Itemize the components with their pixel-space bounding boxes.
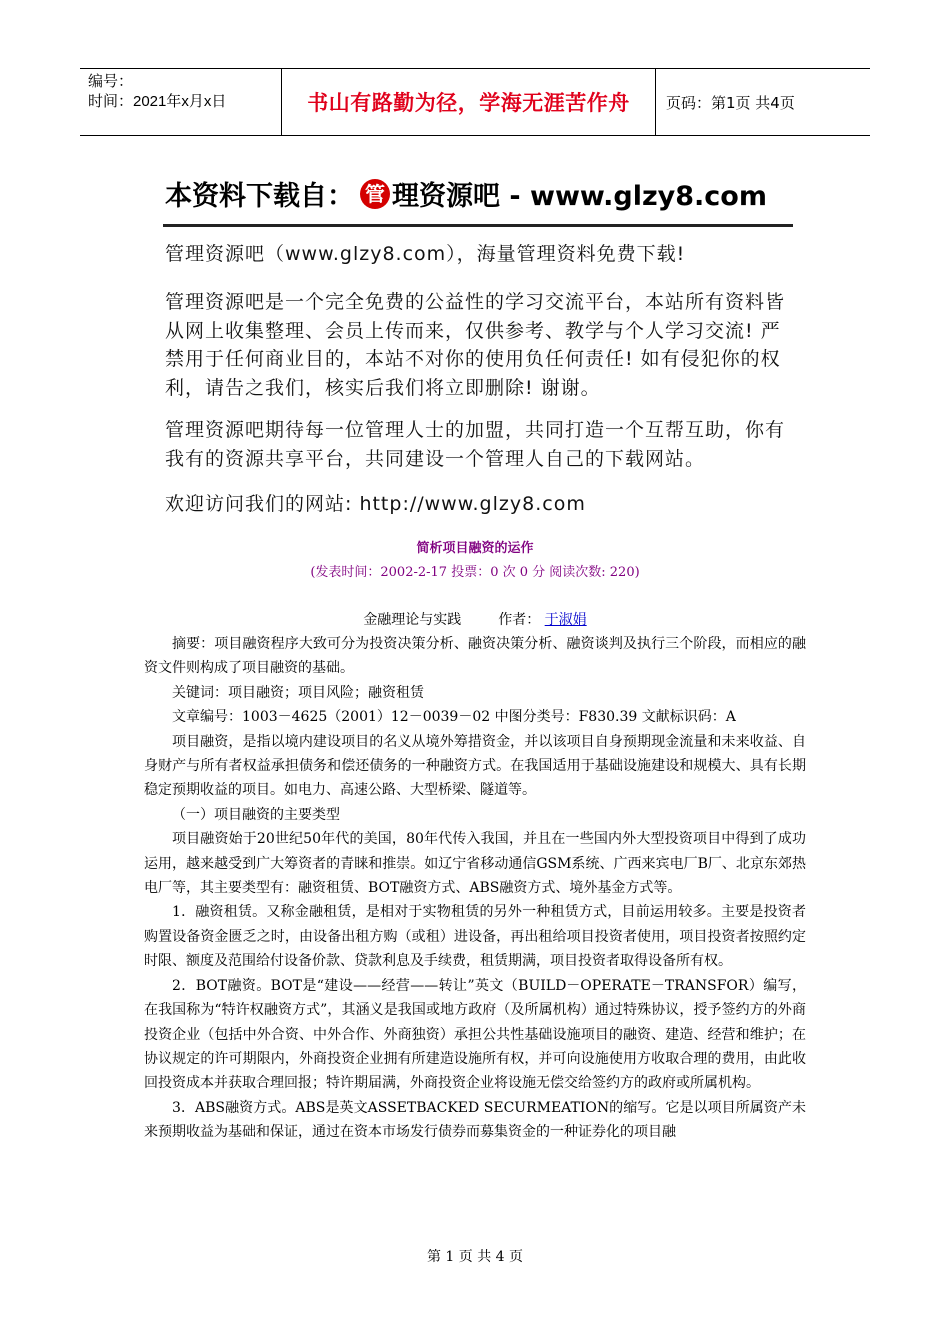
banner-title bbox=[165, 174, 767, 213]
body-paragraph: 项目融资，是指以境内建设项目的名义从境外筹措资金，并以该项目自身预期现金流量和未来收益、自身财产与所有者权益承担债务和偿还债务的一种融资方式。在我国适用于基础设施建设和规模大、具有长期稳定预期收益的项目。如电力、高速公路、大型桥梁、隧道等。 bbox=[144, 733, 806, 799]
abstract-paragraph: 摘要：项目融资程序大致可分为投资决策分析、融资决策分析、融资谈判及执行三个阶段，而相应的融资文件则构成了项目融资的基础。 bbox=[144, 636, 806, 677]
time-label: 时间：2021年x月x日 bbox=[88, 93, 227, 110]
body-paragraph: 1．融资租赁。又称金融租赁，是相对于实物租赁的另外一种租赁方式，目前运用较多。主要是投资者购置设备资金匮乏之时，由设备出租方购（或租）进设备，再出租给项目投资者使用，项目投资者按照约定时限、额度及范围给付设备价款、贷款利息及手续费，租赁期满，项目投资者取得设备所有权。 bbox=[144, 904, 806, 970]
article-source-line bbox=[0, 609, 950, 629]
body-paragraph: 2．BOT融资。BOT是“建设——经营——转让”英文（BUILD－OPERATE－TRANSFOR）编写，在我国称为“特许权融资方式”，其涵义是我国或地方政府（及所属机构）通过特殊协议，授予签约方的外商投资企业（包括中外合资、中外合作、外商独资）承担公共性基础设施项目的融资、建造、经营和维护；在协议规定的许可期限内，外商投资企业拥有所建造设施所有权，并可向设施使用方收取合理的费用，由此收回投资成本并获取合理回报；特许期届满，外商投资企业将设施无偿交给签约方的政府或所属机构。 bbox=[144, 977, 806, 1092]
article-body bbox=[144, 632, 806, 1145]
header-motto: 书山有路勤为径，学海无涯苦作舟 bbox=[282, 69, 656, 135]
body-paragraph: 项目融资始于20世纪50年代的美国，80年代传入我国，并且在一些国内外大型投资项目中得到了成功运用，越来越受到广大筹资者的青睐和推崇。如辽宁省移动通信GSM系统、广西来宾电厂B厂、北京东郊热电厂等，其主要类型有：融资租赁、BOT融资方式、ABS融资方式、境外基金方式等。 bbox=[144, 831, 806, 897]
logo-icon: 管 bbox=[360, 179, 390, 209]
document-header bbox=[80, 68, 870, 136]
banner-paragraph-3: 管理资源吧期待每一位管理人士的加盟，共同打造一个互帮互助，你有我有的资源共享平台，共同建设一个管理人自己的下载网站。 bbox=[165, 419, 786, 470]
header-page-info: 页码：第1页 共4页 bbox=[666, 93, 795, 112]
section-heading: （一）项目融资的主要类型 bbox=[172, 806, 340, 823]
article-title: 简析项目融资的运作 bbox=[416, 541, 534, 556]
banner-title-suffix: 理资源吧 - www.glzy8.com bbox=[392, 181, 767, 212]
body-paragraph: 3．ABS融资方式。ABS是英文ASSETBACKED SECURMEATION的缩写。它是以项目所属资产未来预期收益为基础和保证，通过在资本市场发行债券而募集资金的一种证券化的项目融 bbox=[144, 1099, 806, 1141]
keywords-paragraph: 关键词：项目融资；项目风险；融资租赁 bbox=[172, 684, 424, 701]
article-source: 金融理论与实践 bbox=[363, 612, 462, 628]
banner-paragraph-2: 管理资源吧是一个完全免费的公益性的学习交流平台，本站所有资料皆从网上收集整理、会员上传而来，仅供参考、教学与个人学习交流! 严禁用于任何商业目的，本站不对你的使用负任何责任! 如有侵犯你的权利，请告之我们，核实后我们将立即删除! 谢谢。 bbox=[165, 291, 786, 399]
author-label: 作者： bbox=[498, 612, 541, 628]
article-meta: (发表时间：2002-2-17 投票：0 次 0 分 阅读次数: 220) bbox=[310, 565, 640, 580]
article-number-paragraph: 文章编号：1003－4625（2001）12－0039－02 中图分类号：F830.39 文献标识码：A bbox=[172, 709, 736, 726]
banner-line-4: 欢迎访问我们的网站: http://www.glzy8.com bbox=[165, 493, 586, 515]
banner-divider bbox=[163, 224, 793, 227]
page-footer: 第 1 页 共 4 页 bbox=[426, 1249, 524, 1265]
number-label: 编号： bbox=[88, 73, 134, 90]
banner-title-prefix: 本资料下载自： bbox=[165, 181, 354, 212]
author-link[interactable]: 于淑娟 bbox=[544, 612, 587, 628]
header-left-cell bbox=[80, 69, 282, 135]
banner-line-1: 管理资源吧（www.glzy8.com），海量管理资料免费下载! bbox=[165, 243, 686, 265]
download-banner bbox=[155, 160, 795, 520]
